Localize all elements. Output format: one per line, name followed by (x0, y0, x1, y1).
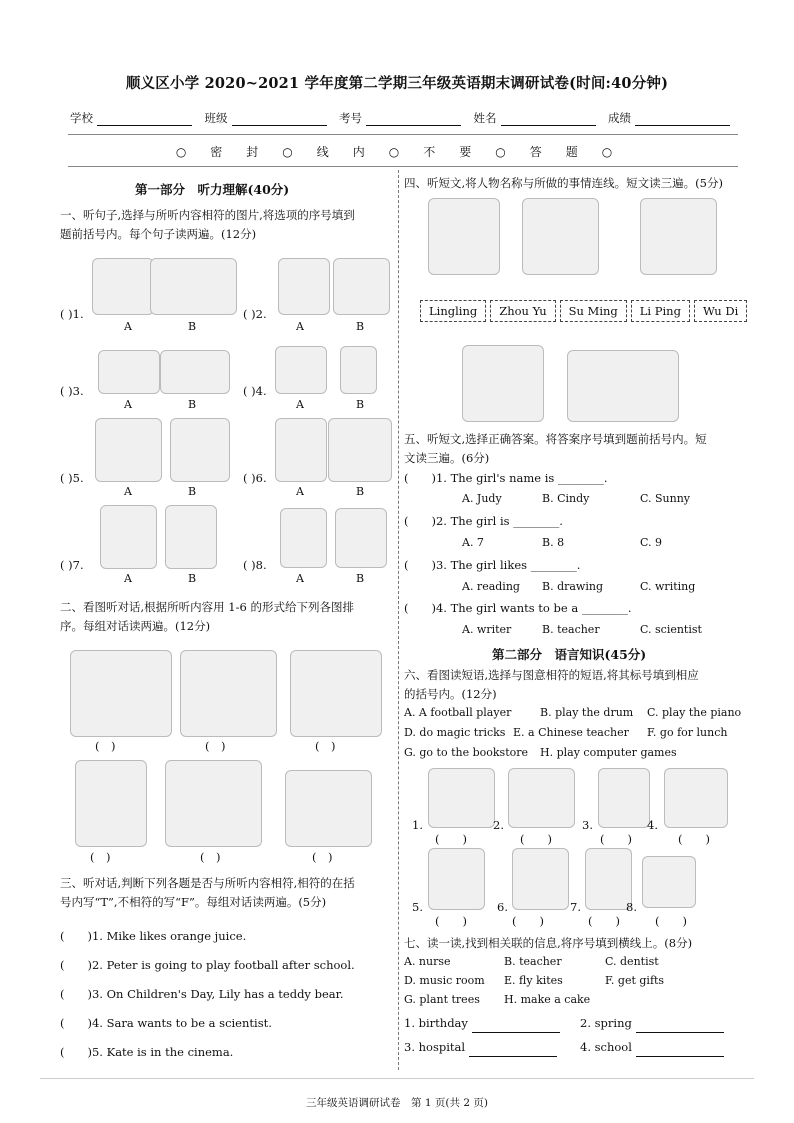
footer-divider (40, 1078, 754, 1079)
s7-item-2: 2. spring (580, 1014, 724, 1033)
s7-instructions: 七、读一读,找到相关联的信息,将序号填到横线上。(8分) (404, 936, 693, 950)
s3-item-3: ( )3. On Children's Day, Lily has a teddy bear. (60, 987, 344, 1001)
s2-picture-3 (290, 650, 382, 737)
s5-q3: ( )3. The girl likes ________. (404, 558, 581, 572)
s1-3b-picture (160, 350, 230, 394)
s5-q3-b: B. drawing (542, 580, 603, 593)
s1-item-7: ( )7. (60, 558, 84, 572)
s1-item-5: ( )5. (60, 471, 84, 485)
s2-answer-2[interactable]: ( ) (205, 739, 226, 753)
option-b: B (356, 320, 365, 333)
option-a: A (124, 485, 132, 498)
s1-item-3: ( )3. (60, 384, 84, 398)
s6-opt-h: H. play computer games (540, 746, 677, 759)
s1-5a-picture (95, 418, 162, 482)
option-a: A (296, 485, 304, 498)
s1-item-1: ( )1. (60, 307, 84, 321)
s6-num-8: 8. (626, 900, 637, 914)
name-lingling[interactable]: Lingling (420, 300, 486, 322)
s1-5b-picture (170, 418, 230, 482)
s4-picture-4 (462, 345, 544, 422)
s4-name-list (420, 300, 747, 322)
class-field[interactable]: 班级 (205, 110, 327, 126)
s6-opt-f: F. go for lunch (647, 726, 728, 739)
student-info-row (70, 110, 730, 126)
name-wu-di[interactable]: Wu Di (694, 300, 747, 322)
s6-answer-6[interactable]: ( ) (512, 914, 544, 928)
column-divider (398, 170, 399, 1070)
s7-blank-4[interactable] (636, 1045, 724, 1057)
option-b: B (188, 572, 197, 585)
option-b: B (356, 398, 365, 411)
s6-opt-a: A. A football player (404, 706, 512, 719)
s6-opt-b: B. play the drum (540, 706, 634, 719)
s7-blank-3[interactable] (469, 1045, 557, 1057)
s2-answer-6[interactable]: ( ) (312, 850, 333, 864)
part2-heading: 第二部分 语言知识(45分) (492, 647, 647, 662)
s7-item-1: 1. birthday (404, 1014, 560, 1033)
option-b: B (356, 572, 365, 585)
s1-3a-picture (98, 350, 160, 394)
s6-answer-5[interactable]: ( ) (435, 914, 467, 928)
drum-picture (585, 848, 632, 910)
s1-instructions: 一、听句子,选择与所听内容相符的图片,将选项的序号填到 题前括号内。每个句子读两遍。(12分) (60, 208, 355, 241)
divider (68, 134, 738, 135)
option-b: B (188, 398, 197, 411)
bookshelf-picture (512, 848, 569, 910)
s5-q1: ( )1. The girl's name is ________. (404, 471, 608, 485)
page-footer: 三年级英语调研试卷 第 1 页(共 2 页) (306, 1097, 488, 1109)
s5-q3-c: C. writing (640, 580, 696, 593)
s5-instructions: 五、听短文,选择正确答案。将答案序号填到题前括号内。短 文读三遍。(6分) (404, 432, 707, 465)
option-b: B (188, 320, 197, 333)
s3-item-5: ( )5. Kate is in the cinema. (60, 1045, 234, 1059)
s5-q1-c: C. Sunny (640, 492, 691, 505)
school-field[interactable]: 学校 (70, 110, 192, 126)
s7-opt-h: H. make a cake (504, 993, 591, 1006)
number-field[interactable]: 考号 (339, 110, 461, 126)
s2-answer-4[interactable]: ( ) (90, 850, 111, 864)
s1-6a-picture (275, 418, 327, 482)
s7-item-4: 4. school (580, 1038, 724, 1057)
s2-answer-3[interactable]: ( ) (315, 739, 336, 753)
option-a: A (124, 398, 132, 411)
s6-instructions: 六、看图读短语,选择与图意相符的短语,将其标号填到相应 的括号内。(12分) (404, 668, 699, 701)
s5-q4-c: C. scientist (640, 623, 702, 636)
s1-8b-picture (335, 508, 387, 568)
s2-picture-4 (75, 760, 147, 847)
s6-answer-8[interactable]: ( ) (655, 914, 687, 928)
s5-q1-b: B. Cindy (542, 492, 590, 505)
s3-item-4: ( )4. Sara wants to be a scientist. (60, 1016, 272, 1030)
seal-line: ○ 密 封 ○ 线 内 ○ 不 要 ○ 答 题 ○ (175, 145, 619, 159)
s6-num-4: 4. (647, 818, 658, 832)
s7-opt-g: G. plant trees (404, 993, 480, 1006)
s4-picture-2 (522, 198, 599, 275)
s6-num-6: 6. (497, 900, 508, 914)
bookstore-picture (664, 768, 728, 828)
s7-opt-e: E. fly kites (504, 974, 563, 987)
s1-4b-picture (340, 346, 377, 394)
s6-opt-e: E. a Chinese teacher (513, 726, 629, 739)
football-picture (598, 768, 650, 828)
s4-picture-3 (640, 198, 717, 275)
s6-answer-7[interactable]: ( ) (588, 914, 620, 928)
exam-title: 顺义区小学 2020~2021 学年度第二学期三年级英语期末调研试卷(时间:40分钟) (125, 75, 669, 92)
s5-q3-a: A. reading (462, 580, 520, 593)
s1-1a-picture (92, 258, 154, 315)
s6-answer-3[interactable]: ( ) (600, 832, 632, 846)
name-field[interactable]: 姓名 (474, 110, 596, 126)
name-zhou-yu[interactable]: Zhou Yu (490, 300, 555, 322)
option-b: B (188, 485, 197, 498)
s1-1b-picture (150, 258, 237, 315)
option-b: B (356, 485, 365, 498)
s1-6b-picture (328, 418, 392, 482)
name-li-ping[interactable]: Li Ping (631, 300, 690, 322)
option-a: A (124, 572, 132, 585)
s6-answer-4[interactable]: ( ) (678, 832, 710, 846)
s7-opt-d: D. music room (404, 974, 485, 987)
s1-7a-picture (100, 505, 157, 569)
s7-opt-c: C. dentist (605, 955, 659, 968)
divider (68, 166, 738, 167)
part1-heading: 第一部分 听力理解(40分) (135, 182, 290, 197)
option-a: A (296, 398, 304, 411)
s4-picture-5 (567, 350, 679, 422)
s2-instructions: 二、看图听对话,根据所听内容用 1-6 的形式给下列各图排 序。每组对话读两遍。(12分) (60, 600, 354, 633)
s6-answer-2[interactable]: ( ) (520, 832, 552, 846)
s5-q4: ( )4. The girl wants to be a ________. (404, 601, 632, 615)
s3-item-2: ( )2. Peter is going to play football after school. (60, 958, 355, 972)
s7-opt-b: B. teacher (504, 955, 562, 968)
s5-q4-b: B. teacher (542, 623, 600, 636)
s1-7b-picture (165, 505, 217, 569)
s7-opt-a: A. nurse (404, 955, 451, 968)
s1-4a-picture (275, 346, 327, 394)
s1-item-8: ( )8. (243, 558, 267, 572)
s5-q2: ( )2. The girl is ________. (404, 514, 563, 528)
s6-answer-1[interactable]: ( ) (435, 832, 467, 846)
s7-opt-f: F. get gifts (605, 974, 665, 987)
s7-blank-1[interactable] (472, 1021, 560, 1033)
option-a: A (124, 320, 132, 333)
s6-num-5: 5. (412, 900, 423, 914)
s1-2b-picture (333, 258, 390, 315)
s4-picture-1 (428, 198, 500, 275)
s2-answer-5[interactable]: ( ) (200, 850, 221, 864)
s6-num-2: 2. (493, 818, 504, 832)
s4-instructions: 四、听短文,将人物名称与所做的事情连线。短文读三遍。(5分) (404, 176, 723, 190)
s1-item-2: ( )2. (243, 307, 267, 321)
s3-instructions: 三、听对话,判断下列各题是否与所听内容相符,相符的在括 号内写“T”,不相符的写“F”。每组对话读两遍。(5分) (60, 876, 355, 909)
s2-picture-6 (285, 770, 372, 847)
s2-picture-5 (165, 760, 262, 847)
s6-num-3: 3. (582, 818, 593, 832)
s6-num-7: 7. (570, 900, 581, 914)
s5-q4-a: A. writer (462, 623, 512, 636)
s1-2a-picture (278, 258, 330, 315)
piano-picture (428, 768, 495, 828)
s1-item-4: ( )4. (243, 384, 267, 398)
classroom-picture (642, 856, 696, 908)
s6-opt-g: G. go to the bookstore (404, 746, 529, 759)
s2-picture-1 (70, 650, 172, 737)
s7-item-3: 3. hospital (404, 1038, 557, 1057)
s2-answer-1[interactable]: ( ) (95, 739, 116, 753)
s5-q2-c: C. 9 (640, 536, 663, 549)
computer-picture (508, 768, 575, 828)
score-field[interactable]: 成绩 (608, 110, 730, 126)
s5-q1-a: A. Judy (462, 492, 502, 505)
s2-picture-2 (180, 650, 277, 737)
s3-item-1: ( )1. Mike likes orange juice. (60, 929, 247, 943)
s6-num-1: 1. (412, 818, 423, 832)
s1-8a-picture (280, 508, 327, 568)
s5-q2-b: B. 8 (542, 536, 565, 549)
s7-blank-2[interactable] (636, 1021, 724, 1033)
option-a: A (296, 320, 304, 333)
magic-picture (428, 848, 485, 910)
s6-opt-d: D. do magic tricks (404, 726, 506, 739)
s1-item-6: ( )6. (243, 471, 267, 485)
name-su-ming[interactable]: Su Ming (560, 300, 627, 322)
s5-q2-a: A. 7 (462, 536, 484, 549)
s6-opt-c: C. play the piano (647, 706, 742, 719)
option-a: A (296, 572, 304, 585)
